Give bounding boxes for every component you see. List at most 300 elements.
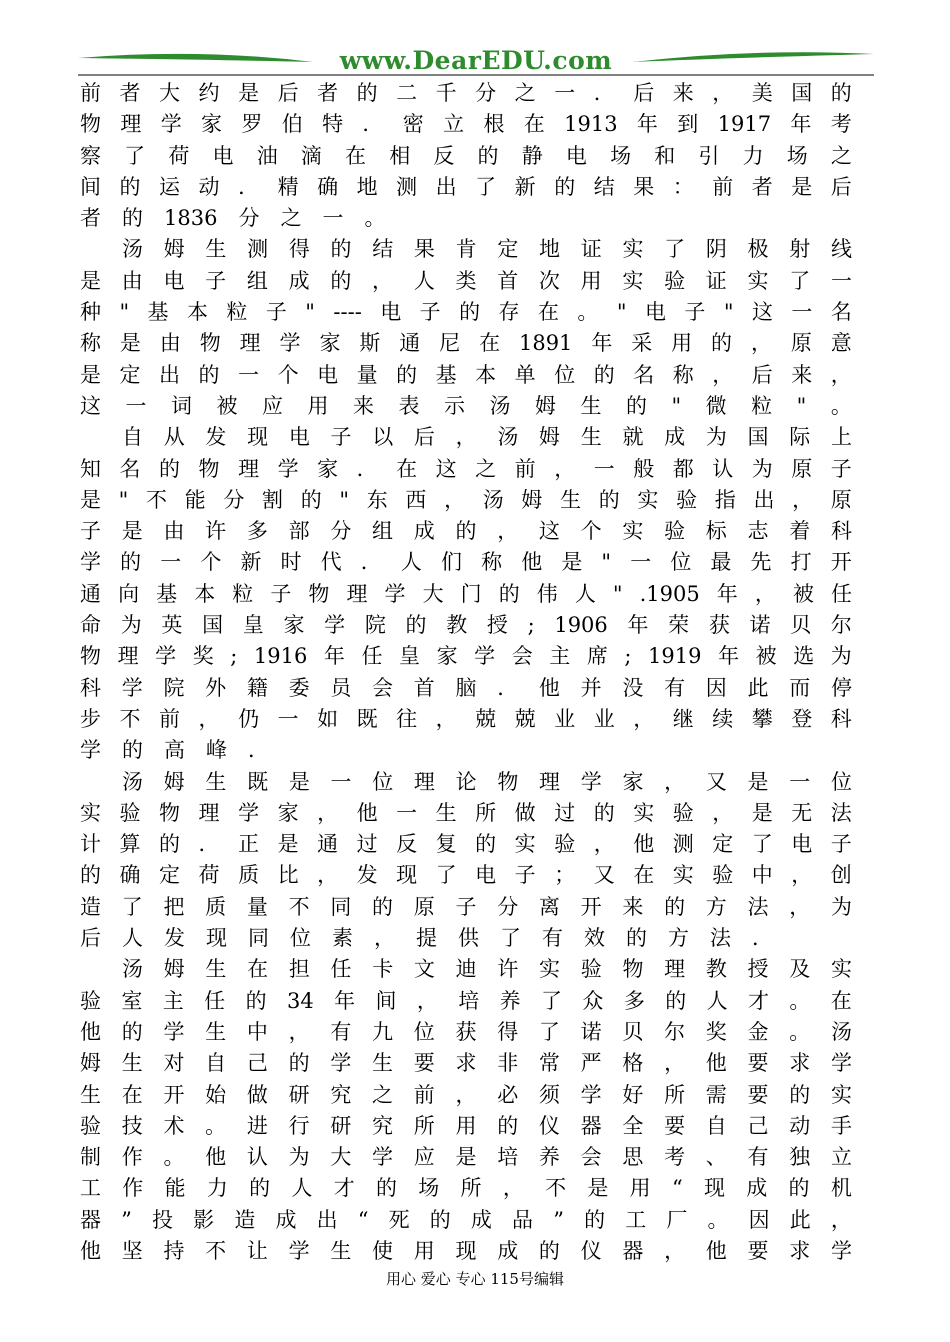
text-glyph: 脑 [455,675,477,700]
text-glyph: 金 [747,1019,769,1044]
text-glyph: “ [671,1176,683,1201]
text-glyph: 子 [270,581,292,606]
text-glyph: ， [789,894,811,919]
text-glyph: 时 [280,550,302,575]
text-glyph: 年 [636,112,658,137]
text-glyph: 子 [419,300,441,325]
text-glyph: 之 [475,456,497,481]
text-glyph: 应 [262,393,283,418]
text-glyph: 使 [372,1238,394,1263]
text-glyph: 工 [80,1176,101,1201]
text-glyph: 法 [710,926,731,951]
text-glyph: 求 [455,1051,477,1076]
text-glyph: 家 [201,112,223,137]
text-glyph: 出 [159,362,181,387]
text-line [80,610,852,641]
text-glyph: 原 [413,894,435,919]
text-glyph: 投 [152,1207,174,1232]
text-glyph: 峰 [206,738,227,763]
text-glyph: 学 [288,1238,310,1263]
text-glyph: 的 [120,550,142,575]
text-glyph: 的 [626,393,647,418]
text-glyph: 1916 [253,644,308,669]
text-glyph: 始 [205,1082,227,1107]
text-glyph: 严 [580,1051,602,1076]
text-glyph: 的 [80,863,101,888]
text-glyph: 先 [750,550,772,575]
text-glyph: 作 [122,1176,144,1201]
text-line [80,1205,852,1236]
text-glyph: 好 [622,1082,644,1107]
text-glyph: 从 [163,425,185,450]
text-glyph: 理 [198,800,220,825]
text-glyph: 的 [249,1176,271,1201]
text-glyph: ． [198,832,220,857]
text-glyph: 用 [629,1176,651,1201]
text-glyph: 厂 [666,1207,688,1232]
text-glyph: 既 [247,769,269,794]
text-glyph: 贝 [622,1019,644,1044]
text-glyph: 个 [277,362,299,387]
text-glyph: 立 [830,1145,852,1170]
text-glyph: 素 [332,926,353,951]
text-glyph: 年 [627,613,649,638]
text-glyph: 的 [121,1019,143,1044]
text-glyph: ， [288,1019,310,1044]
text-glyph: “ [357,1207,369,1232]
text-glyph: 格 [622,1051,644,1076]
text-glyph: 油 [256,143,278,168]
text-glyph: 复 [435,832,457,857]
text-glyph: 学 [330,1051,352,1076]
text-glyph: 之 [830,143,852,168]
text-glyph: 场 [610,143,632,168]
text-glyph: 验 [664,519,686,544]
text-glyph: 思 [622,1145,644,1170]
text-glyph: 自 [205,1051,227,1076]
text-glyph: 大 [159,81,181,105]
text-glyph: 的 [711,331,733,356]
text-glyph: 既 [356,706,378,731]
text-glyph: 千 [435,81,457,105]
text-glyph: 验 [712,863,734,888]
text-glyph: 的 [789,1082,811,1107]
text-glyph: 器 [80,1207,101,1232]
text-glyph: 基 [156,581,178,606]
text-glyph: 引 [698,143,720,168]
text-glyph: 养 [499,988,521,1013]
text-glyph: 密 [402,112,424,137]
text-glyph: 1919 [648,644,702,669]
text-glyph: 1917 [717,112,772,137]
text-glyph: 的 [626,926,647,951]
text-glyph: 算 [119,832,141,857]
text-line [80,1173,852,1204]
text-glyph: 发 [356,863,378,888]
text-glyph: 生 [205,237,227,262]
text-glyph: 着 [789,519,811,544]
text-glyph: ， [754,581,776,606]
text-glyph: 学 [279,331,301,356]
text-glyph: 国 [791,81,813,105]
text-glyph: ， [444,487,466,512]
text-glyph: 原 [790,331,812,356]
text-glyph: 得 [288,237,310,262]
text-glyph: 自 [122,425,143,450]
text-glyph: 人 [400,550,422,575]
text-glyph: 质 [238,863,260,888]
text-line [80,203,852,234]
text-glyph: 定 [159,863,181,888]
text-glyph: 位 [413,1019,435,1044]
text-glyph: 同 [330,894,352,919]
text-glyph: 行 [288,1113,310,1138]
text-glyph: 年 [334,988,356,1013]
text-glyph: 相 [389,143,411,168]
text-glyph: 由 [159,331,181,356]
text-glyph: 工 [625,1207,647,1232]
text-glyph: 皇 [399,644,421,669]
text-glyph: 了 [475,174,497,199]
text-glyph: 他 [705,1238,727,1263]
text-glyph: 被 [792,581,814,606]
text-glyph: 反 [433,143,455,168]
text-glyph: 在 [523,112,545,137]
text-glyph: 理 [239,331,261,356]
text-glyph: 子 [514,863,536,888]
text-glyph: ， [750,331,772,356]
text-glyph: " [612,581,623,606]
text-glyph: 前 [712,174,734,199]
text-glyph: 来 [672,81,694,105]
text-glyph: 是 [455,1145,477,1170]
text-glyph: 要 [747,1238,769,1263]
text-glyph: 比 [277,863,299,888]
text-glyph: 器 [580,1113,602,1138]
text-glyph: 成 [470,1207,492,1232]
text-glyph: 意 [830,331,852,356]
text-glyph: 位 [670,550,692,575]
text-glyph: 通 [399,331,421,356]
text-glyph: 的 [788,1176,810,1201]
text-glyph: 人 [291,1176,313,1201]
text-glyph: 一 [238,362,260,387]
text-glyph: 的 [159,832,181,857]
text-glyph: 的 [300,487,322,512]
text-glyph: 学 [80,738,101,763]
text-glyph: 继 [672,706,694,731]
text-glyph: 为 [288,1145,310,1170]
text-glyph: 学 [474,644,496,669]
text-glyph: 年 [591,331,613,356]
text-line [80,172,852,203]
text-glyph: 非 [497,1051,519,1076]
text-glyph: 用 [671,331,693,356]
text-glyph: 命 [80,613,101,638]
text-glyph: 称 [481,550,503,575]
text-glyph: 教 [446,613,468,638]
text-glyph: 的 [455,519,477,544]
text-glyph: 者 [119,81,141,105]
text-glyph: ． [360,550,382,575]
text-glyph: 的 [477,143,499,168]
text-glyph: 实 [622,519,644,544]
text-glyph: ， [317,863,339,888]
text-glyph: 所 [460,1176,482,1201]
text-glyph: 电 [163,268,185,293]
text-glyph: 。 [577,300,599,325]
text-glyph: " [339,487,350,512]
text-glyph: 授 [486,613,508,638]
text-glyph: 了 [435,863,457,888]
text-glyph: 首 [413,675,435,700]
text-glyph: 一 [789,769,811,794]
text-glyph: ； [554,863,576,888]
text-glyph: 生 [372,1051,394,1076]
text-glyph: 个 [200,550,222,575]
text-glyph: 能 [164,1176,186,1201]
text-glyph: 理 [539,769,561,794]
text-glyph: 确 [317,174,339,199]
text-glyph: 姆 [539,425,561,450]
text-glyph: 前 [514,456,536,481]
text-glyph: 业 [554,706,576,731]
text-glyph: 了 [664,237,686,262]
text-glyph: 家 [283,613,305,638]
text-glyph: 一 [554,81,576,105]
text-glyph: 的 [288,1051,310,1076]
text-glyph: 了 [751,832,773,857]
text-glyph: 主 [162,988,184,1013]
text-glyph: 测 [247,237,269,262]
text-glyph: 34 [286,988,314,1013]
text-glyph: 生 [121,1051,143,1076]
text-glyph: 汤 [489,393,511,418]
text-glyph: 九 [372,1019,394,1044]
text-glyph: 次 [538,268,560,293]
text-glyph: 1913 [564,112,618,137]
text-glyph: 及 [789,957,811,982]
text-glyph: ， [664,1051,686,1076]
text-glyph: .1905 [639,581,700,606]
text-glyph: ， [372,268,394,293]
text-glyph: 首 [497,268,519,293]
text-glyph: 坚 [121,1238,143,1263]
text-glyph: 粒 [232,581,254,606]
text-glyph: 主 [549,644,571,669]
text-glyph: ; [527,613,535,638]
text-glyph: ” [121,1207,132,1232]
text-glyph: 验 [554,832,576,857]
text-line [80,1017,852,1048]
page-footer: 用心 爱心 专心 115号编辑 [386,1270,564,1288]
text-glyph: 分 [330,519,352,544]
text-glyph: 代 [320,550,342,575]
text-glyph: 在 [537,300,559,325]
text-glyph: 称 [80,331,101,356]
text-glyph: 过 [356,832,378,857]
text-glyph: 卡 [372,957,394,982]
text-glyph: 文 [413,957,435,982]
text-glyph: 求 [789,1051,811,1076]
text-glyph: 滴 [300,143,322,168]
text-glyph: 持 [163,1238,185,1263]
text-glyph: 之 [372,1082,394,1107]
text-line [80,892,852,923]
text-glyph: 人 [574,581,596,606]
text-glyph: 新 [240,550,262,575]
text-glyph: 委 [288,675,310,700]
text-glyph: ， [455,1082,477,1107]
text-glyph: 外 [205,675,227,700]
text-glyph: ， [792,487,814,512]
text-glyph: 动 [198,174,220,199]
text-glyph: 他 [521,550,543,575]
text-glyph: 院 [163,675,185,700]
text-glyph: 步 [80,706,101,731]
text-line [80,673,852,704]
text-glyph: ; [230,644,238,669]
text-glyph: 有 [330,1019,352,1044]
text-glyph: 确 [119,863,141,888]
text-glyph: 了 [121,894,143,919]
text-glyph: 1891 [518,331,573,356]
text-glyph: ; [624,644,632,669]
text-glyph: 往 [396,706,418,731]
text-glyph: ， [497,519,519,544]
text-glyph: 是 [238,81,260,105]
text-glyph: 地 [356,174,378,199]
text-glyph: 造 [234,1207,256,1232]
text-glyph: 际 [789,425,811,450]
text-glyph: 全 [622,1113,644,1138]
text-glyph: 动 [789,1113,811,1138]
text-glyph: 应 [413,1145,435,1170]
text-glyph: 了 [500,926,521,951]
text-glyph: 子 [80,519,101,544]
text-glyph: 后 [413,425,435,450]
text-glyph: 学 [324,613,346,638]
text-glyph: 验 [119,800,141,825]
text-glyph: 了 [538,1019,560,1044]
text-glyph: 现 [396,863,418,888]
text-line [80,798,852,829]
text-glyph: 死 [388,1207,410,1232]
text-glyph: 。 [205,1113,227,1138]
text-glyph: 是 [288,769,310,794]
text-glyph: 皇 [242,613,264,638]
text-glyph: 他 [205,1145,227,1170]
text-glyph: 在 [479,331,501,356]
text-glyph: 验 [80,988,101,1013]
text-glyph: 位 [290,926,311,951]
text-line [80,422,852,453]
text-glyph: 部 [288,519,310,544]
text-glyph: 词 [171,393,192,418]
text-glyph: 要 [664,1113,686,1138]
text-glyph: 基 [435,362,457,387]
text-glyph: 计 [80,832,101,857]
text-glyph: 一 [125,393,147,418]
text-glyph: 是 [80,487,101,512]
text-glyph: 般 [633,456,655,481]
text-glyph: 学 [121,675,143,700]
text-glyph: 考 [830,112,852,137]
text-glyph: 察 [80,143,101,168]
text-glyph: 出 [316,1207,338,1232]
text-glyph: 要 [747,1082,769,1107]
text-glyph: 志 [747,519,769,544]
text-glyph: 理 [346,581,368,606]
text-glyph: ， [416,988,438,1013]
text-glyph: " [671,393,682,418]
text-line [80,579,852,610]
text-glyph: ， [791,863,813,888]
text-glyph: 被 [755,644,777,669]
text-glyph: 一 [330,769,352,794]
text-glyph: " [305,300,315,325]
text-glyph: 电 [212,143,234,168]
text-glyph: 之 [280,206,302,231]
text-glyph: 的 [330,268,352,293]
text-glyph: 尔 [830,613,852,638]
text-glyph: 量 [246,894,268,919]
text-glyph: 没 [622,675,644,700]
text-glyph: 位 [372,769,394,794]
text-glyph: 后 [751,362,773,387]
text-glyph: 前 [413,1082,435,1107]
text-line [80,109,852,140]
text-glyph: 子 [830,456,852,481]
text-glyph: 名 [830,300,852,325]
text-glyph: " [616,300,627,325]
text-glyph: 场 [786,143,808,168]
text-glyph: 成 [497,1238,519,1263]
text-glyph: 兢 [514,706,536,731]
text-glyph: 他 [80,1238,101,1263]
text-glyph: 的 [598,487,620,512]
text-glyph: 一 [630,550,652,575]
text-glyph: 质 [205,894,227,919]
text-glyph: 汤 [122,237,143,262]
text-glyph: 电 [288,425,310,450]
text-glyph: 实 [830,1082,852,1107]
text-glyph: ． [593,81,615,105]
text-glyph: 有 [747,1145,769,1170]
text-glyph: 者 [80,206,101,231]
text-glyph: 的 [664,894,686,919]
text-glyph: 仍 [238,706,260,731]
text-glyph: 电 [791,832,813,857]
text-glyph: 生 [330,1238,352,1263]
text-glyph: ， [554,456,576,481]
text-glyph: 分 [238,206,260,231]
text-glyph: 生 [580,393,602,418]
text-glyph: 研 [330,1113,352,1138]
text-glyph: 表 [398,393,420,418]
text-glyph: 位 [554,362,576,387]
text-glyph: 兢 [475,706,497,731]
text-glyph: 打 [790,550,812,575]
text-glyph: ， [712,81,734,105]
text-glyph: 来 [353,393,374,418]
text-glyph: 为 [705,425,727,450]
text-glyph: ． [752,926,773,951]
text-glyph: 需 [705,1082,727,1107]
text-glyph: 年 [718,644,740,669]
text-glyph: 尔 [664,1019,686,1044]
text-glyph: 人 [413,268,435,293]
